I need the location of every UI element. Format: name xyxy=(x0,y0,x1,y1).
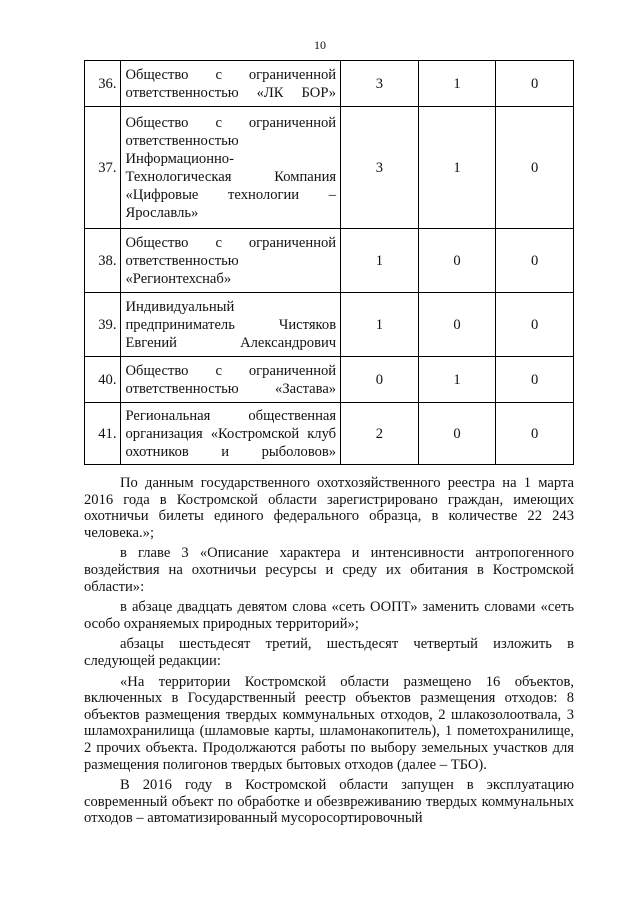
paragraph-sorting-facility: В 2016 году в Костромской области запущен в эксплуатацию современный объект по обработке и обезвреживанию твердых коммунальных отходов – автоматизированный мусоросортировочный xyxy=(84,777,574,827)
registry-table xyxy=(84,60,574,465)
value-cell-3: 0 xyxy=(496,403,574,465)
organization-name-line: Информационно- xyxy=(125,150,234,167)
organization-name-line: Общество с ограниченной xyxy=(125,66,337,83)
organization-name-line: ответственностью xyxy=(125,252,239,269)
organization-name-line: Евгений Александрович xyxy=(125,334,337,351)
organization-name-line: Ярославль» xyxy=(125,204,199,221)
row-number: 40. xyxy=(85,357,121,403)
table-row xyxy=(85,61,574,107)
page-number: 10 xyxy=(314,38,326,52)
value-cell-1: 2 xyxy=(341,403,419,465)
value-cell-2: 1 xyxy=(418,357,496,403)
organization-name-line: предприниматель Чистяков xyxy=(125,316,337,333)
value-cell-3: 0 xyxy=(496,229,574,293)
row-number: 39. xyxy=(85,293,121,357)
value-cell-2: 0 xyxy=(418,293,496,357)
organization-name-line: «Цифровые технологии – xyxy=(125,186,337,203)
organization-name-line: Общество с ограниченной xyxy=(125,234,337,251)
paragraph-oopt: в абзаце двадцать девятом слова «сеть ООПТ» заменить словами «сеть особо охраняемых природных территорий»; xyxy=(84,599,574,632)
table-row xyxy=(85,403,574,465)
organization-name xyxy=(121,357,341,403)
value-cell-1: 1 xyxy=(341,293,419,357)
organization-name-line: организация «Костромской клуб xyxy=(125,425,337,442)
organization-name xyxy=(121,61,341,107)
organization-name-line: ответственностью «ЛК БОР» xyxy=(125,84,337,101)
row-number: 36. xyxy=(85,61,121,107)
value-cell-2: 0 xyxy=(418,229,496,293)
value-cell-3: 0 xyxy=(496,107,574,229)
value-cell-1: 3 xyxy=(341,61,419,107)
value-cell-1: 0 xyxy=(341,357,419,403)
row-number: 38. xyxy=(85,229,121,293)
organization-name-line: «Регионтехснаб» xyxy=(125,270,232,287)
organization-name-line: Региональная общественная xyxy=(125,407,337,424)
table-row xyxy=(85,229,574,293)
value-cell-3: 0 xyxy=(496,61,574,107)
registry-table-body xyxy=(85,61,574,465)
value-cell-3: 0 xyxy=(496,293,574,357)
organization-name xyxy=(121,293,341,357)
paragraph-waste-objects: «На территории Костромской области размещено 16 объектов, включенных в Государственный реестр объектов размещения отходов: 8 объектов размещения твердых коммунальных отходов, 2 шлакозолоотвала, 3 шламохранилища (шламовые карты, шламонакопитель), 1 пометохранилище, 2 прочих объекта. Продолжаются работы по выбору земельных участков для размещения полигонов твердых бытовых отходов (далее – ТБО). xyxy=(84,673,574,773)
organization-name-line: Общество с ограниченной xyxy=(125,114,337,131)
table-row xyxy=(85,293,574,357)
organization-name-line: Индивидуальный xyxy=(125,298,235,315)
organization-name-line: ответственностью xyxy=(125,132,239,149)
paragraph-hunting-tickets: По данным государственного охотхозяйственного реестра на 1 марта 2016 года в Костромской области зарегистрировано граждан, имеющих охотничьи билеты единого федерального образца, в количестве 22 243 человека.»; xyxy=(84,475,574,541)
value-cell-1: 1 xyxy=(341,229,419,293)
organization-name-line: охотников и рыболовов» xyxy=(125,443,337,460)
organization-name xyxy=(121,107,341,229)
paragraph-new-edition: абзацы шестьдесят третий, шестьдесят четвертый изложить в следующей редакции: xyxy=(84,636,574,669)
value-cell-2: 1 xyxy=(418,61,496,107)
organization-name xyxy=(121,403,341,465)
organization-name-line: Общество с ограниченной xyxy=(125,362,337,379)
row-number: 41. xyxy=(85,403,121,465)
organization-name-line: ответственностью «Застава» xyxy=(125,380,337,397)
value-cell-1: 3 xyxy=(341,107,419,229)
row-number: 37. xyxy=(85,107,121,229)
table-row xyxy=(85,107,574,229)
body-text xyxy=(84,475,574,827)
organization-name-line: Технологическая Компания xyxy=(125,168,337,185)
value-cell-2: 1 xyxy=(418,107,496,229)
organization-name xyxy=(121,229,341,293)
value-cell-2: 0 xyxy=(418,403,496,465)
paragraph-chapter-3: в главе 3 «Описание характера и интенсивности антропогенного воздействия на охотничьи ресурсы и среду их обитания в Костромской области»: xyxy=(84,545,574,595)
value-cell-3: 0 xyxy=(496,357,574,403)
table-row xyxy=(85,357,574,403)
